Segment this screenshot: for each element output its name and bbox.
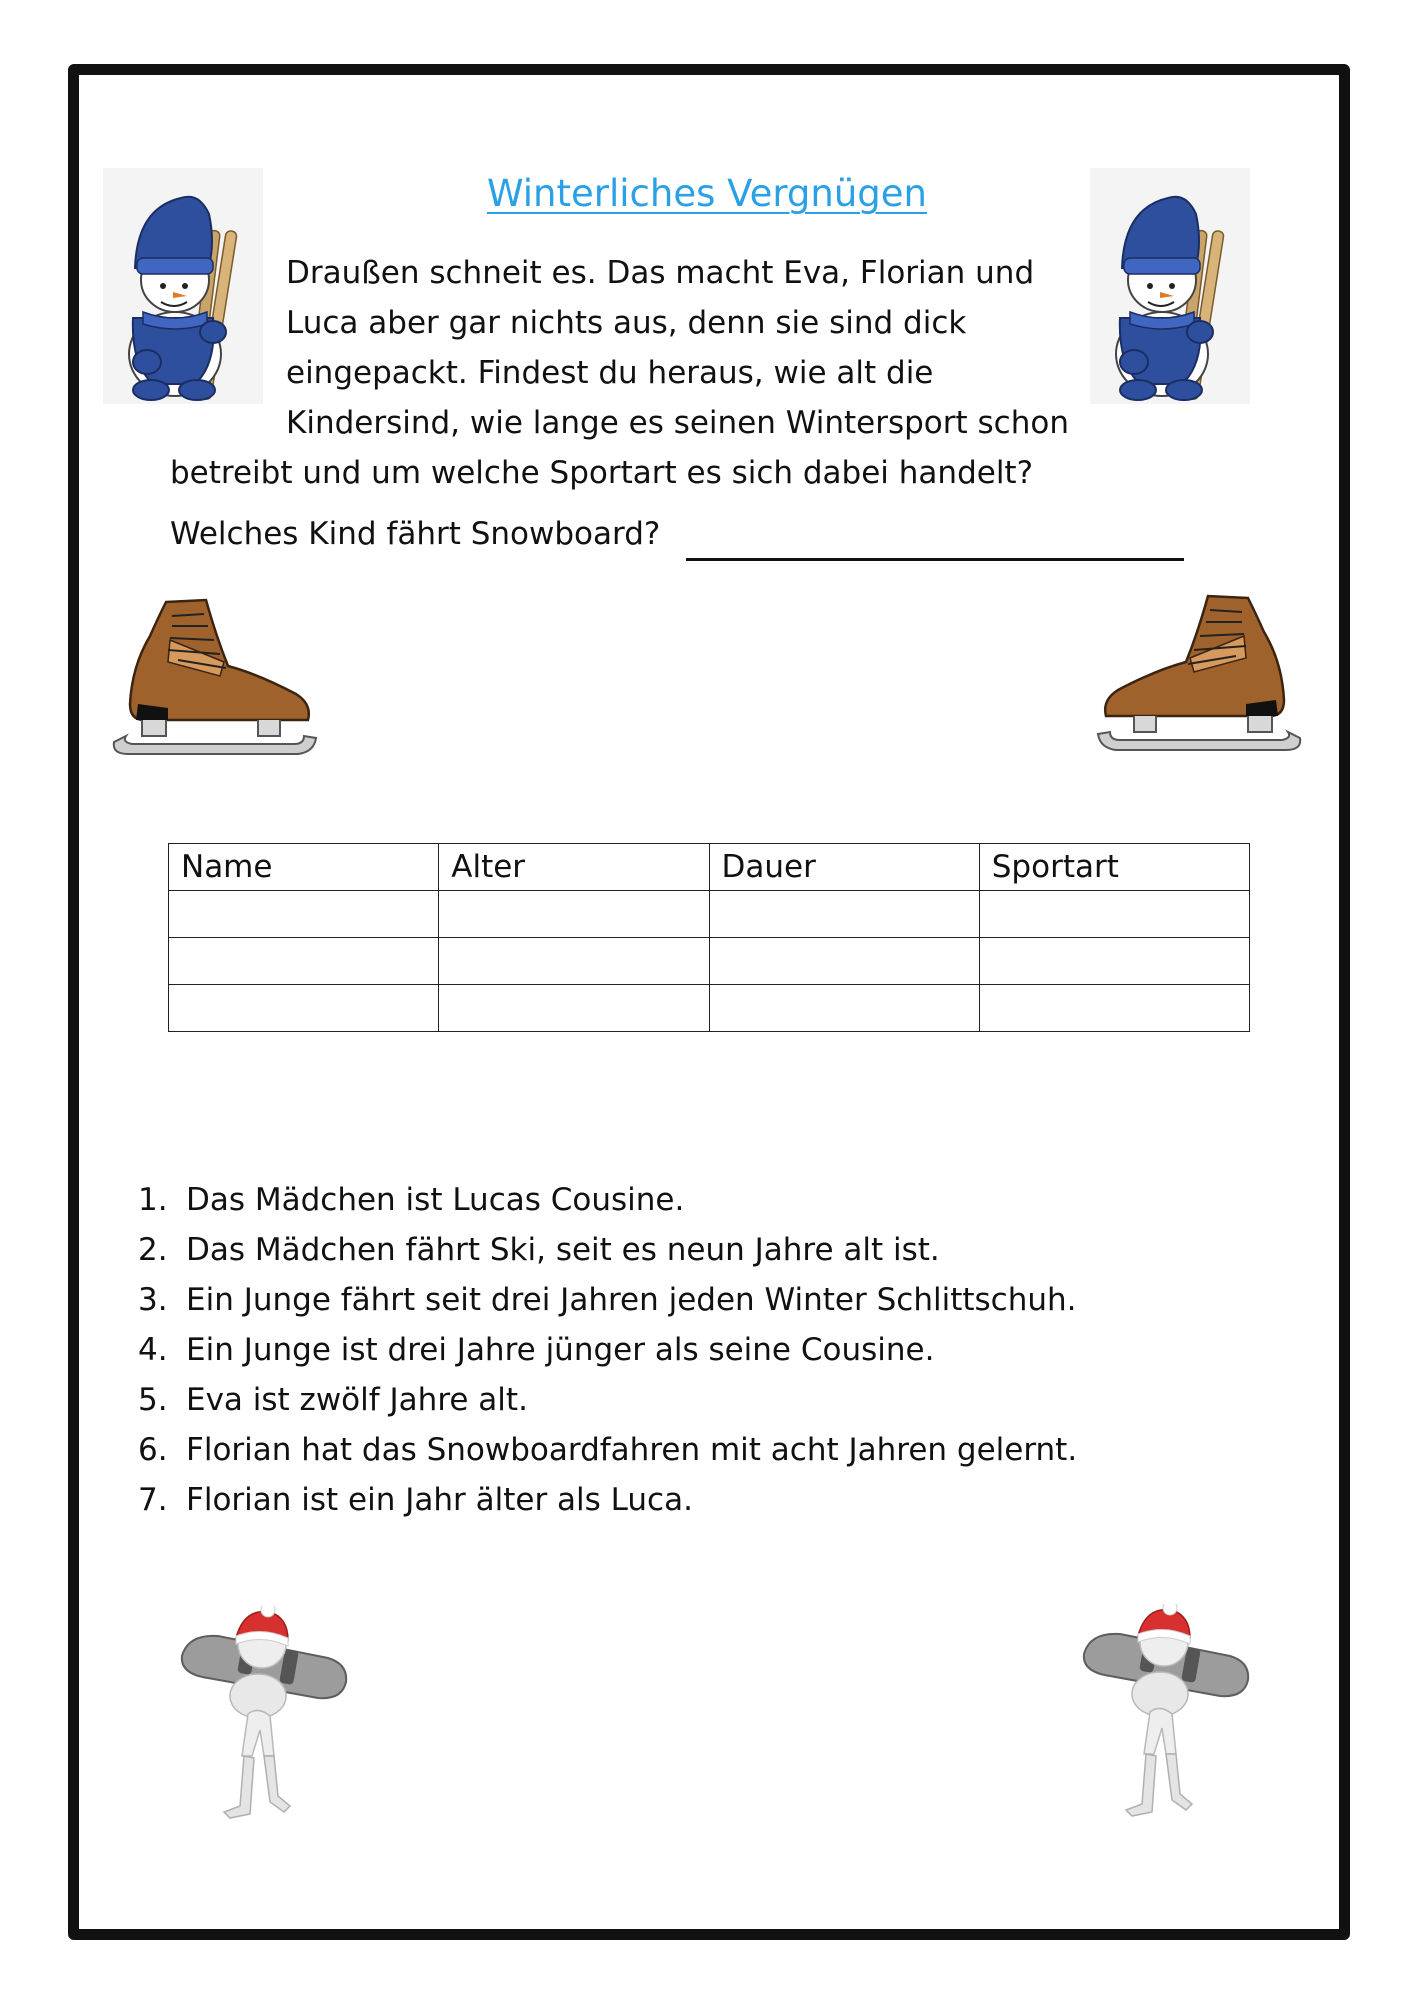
list-item — [138, 1375, 1077, 1425]
list-item — [138, 1275, 1077, 1325]
list-item — [138, 1225, 1077, 1275]
snowboarder-figure-icon — [1080, 1604, 1252, 1826]
intro-line-5: betreibt und um welche Sportart es sich dabei handelt? — [170, 455, 1034, 491]
header-alter: Alter — [439, 844, 709, 891]
table-cell[interactable] — [709, 891, 979, 938]
answer-line[interactable] — [686, 558, 1184, 561]
clue-text: Florian hat das Snowboardfahren mit acht Jahren gelernt. — [186, 1432, 1078, 1468]
header-dauer: Dauer — [709, 844, 979, 891]
clue-number: 2. — [138, 1232, 168, 1268]
question-text: Welches Kind fährt Snowboard? — [170, 516, 661, 552]
clue-number: 6. — [138, 1432, 168, 1468]
list-item — [138, 1325, 1077, 1375]
list-item — [138, 1425, 1077, 1475]
ice-skate-icon — [108, 596, 322, 768]
page-title: Winterliches Vergnügen — [487, 172, 927, 215]
snowman-with-skis-icon — [103, 168, 263, 404]
intro-line-4: Kindersind, wie lange es seinen Wintersport schon — [286, 405, 1069, 441]
clue-text: Das Mädchen ist Lucas Cousine. — [186, 1182, 685, 1218]
clue-number: 7. — [138, 1482, 168, 1518]
table-cell[interactable] — [979, 891, 1249, 938]
header-name: Name — [169, 844, 439, 891]
clue-text: Ein Junge fährt seit drei Jahren jeden Winter Schlittschuh. — [186, 1282, 1077, 1318]
clue-number: 1. — [138, 1182, 168, 1218]
header-sportart: Sportart — [979, 844, 1249, 891]
clue-number: 4. — [138, 1332, 168, 1368]
snowman-with-skis-icon — [1090, 168, 1250, 404]
table-cell[interactable] — [169, 985, 439, 1032]
clue-text: Florian ist ein Jahr älter als Luca. — [186, 1482, 693, 1518]
table-cell[interactable] — [979, 985, 1249, 1032]
table-row — [169, 985, 1250, 1032]
list-item — [138, 1475, 1077, 1525]
clue-list — [138, 1175, 1077, 1525]
ice-skate-icon — [1092, 592, 1306, 764]
clue-text: Ein Junge ist drei Jahre jünger als seine Cousine. — [186, 1332, 935, 1368]
table-cell[interactable] — [439, 938, 709, 985]
clue-number: 3. — [138, 1282, 168, 1318]
snowboarder-figure-icon — [178, 1606, 350, 1828]
table-row — [169, 891, 1250, 938]
clue-text: Das Mädchen fährt Ski, seit es neun Jahre alt ist. — [186, 1232, 940, 1268]
table-cell[interactable] — [439, 891, 709, 938]
table-cell[interactable] — [709, 985, 979, 1032]
table-row — [169, 938, 1250, 985]
table-header-row — [169, 844, 1250, 891]
table-cell[interactable] — [439, 985, 709, 1032]
intro-line-1: Draußen schneit es. Das macht Eva, Florian und — [286, 255, 1035, 291]
puzzle-table — [168, 843, 1250, 1032]
clue-text: Eva ist zwölf Jahre alt. — [186, 1382, 528, 1418]
clue-number: 5. — [138, 1382, 168, 1418]
table-cell[interactable] — [169, 891, 439, 938]
table-cell[interactable] — [709, 938, 979, 985]
table-cell[interactable] — [169, 938, 439, 985]
table-cell[interactable] — [979, 938, 1249, 985]
list-item — [138, 1175, 1077, 1225]
intro-line-2: Luca aber gar nichts aus, denn sie sind dick — [286, 305, 967, 341]
intro-line-3: eingepackt. Findest du heraus, wie alt die — [286, 355, 934, 391]
